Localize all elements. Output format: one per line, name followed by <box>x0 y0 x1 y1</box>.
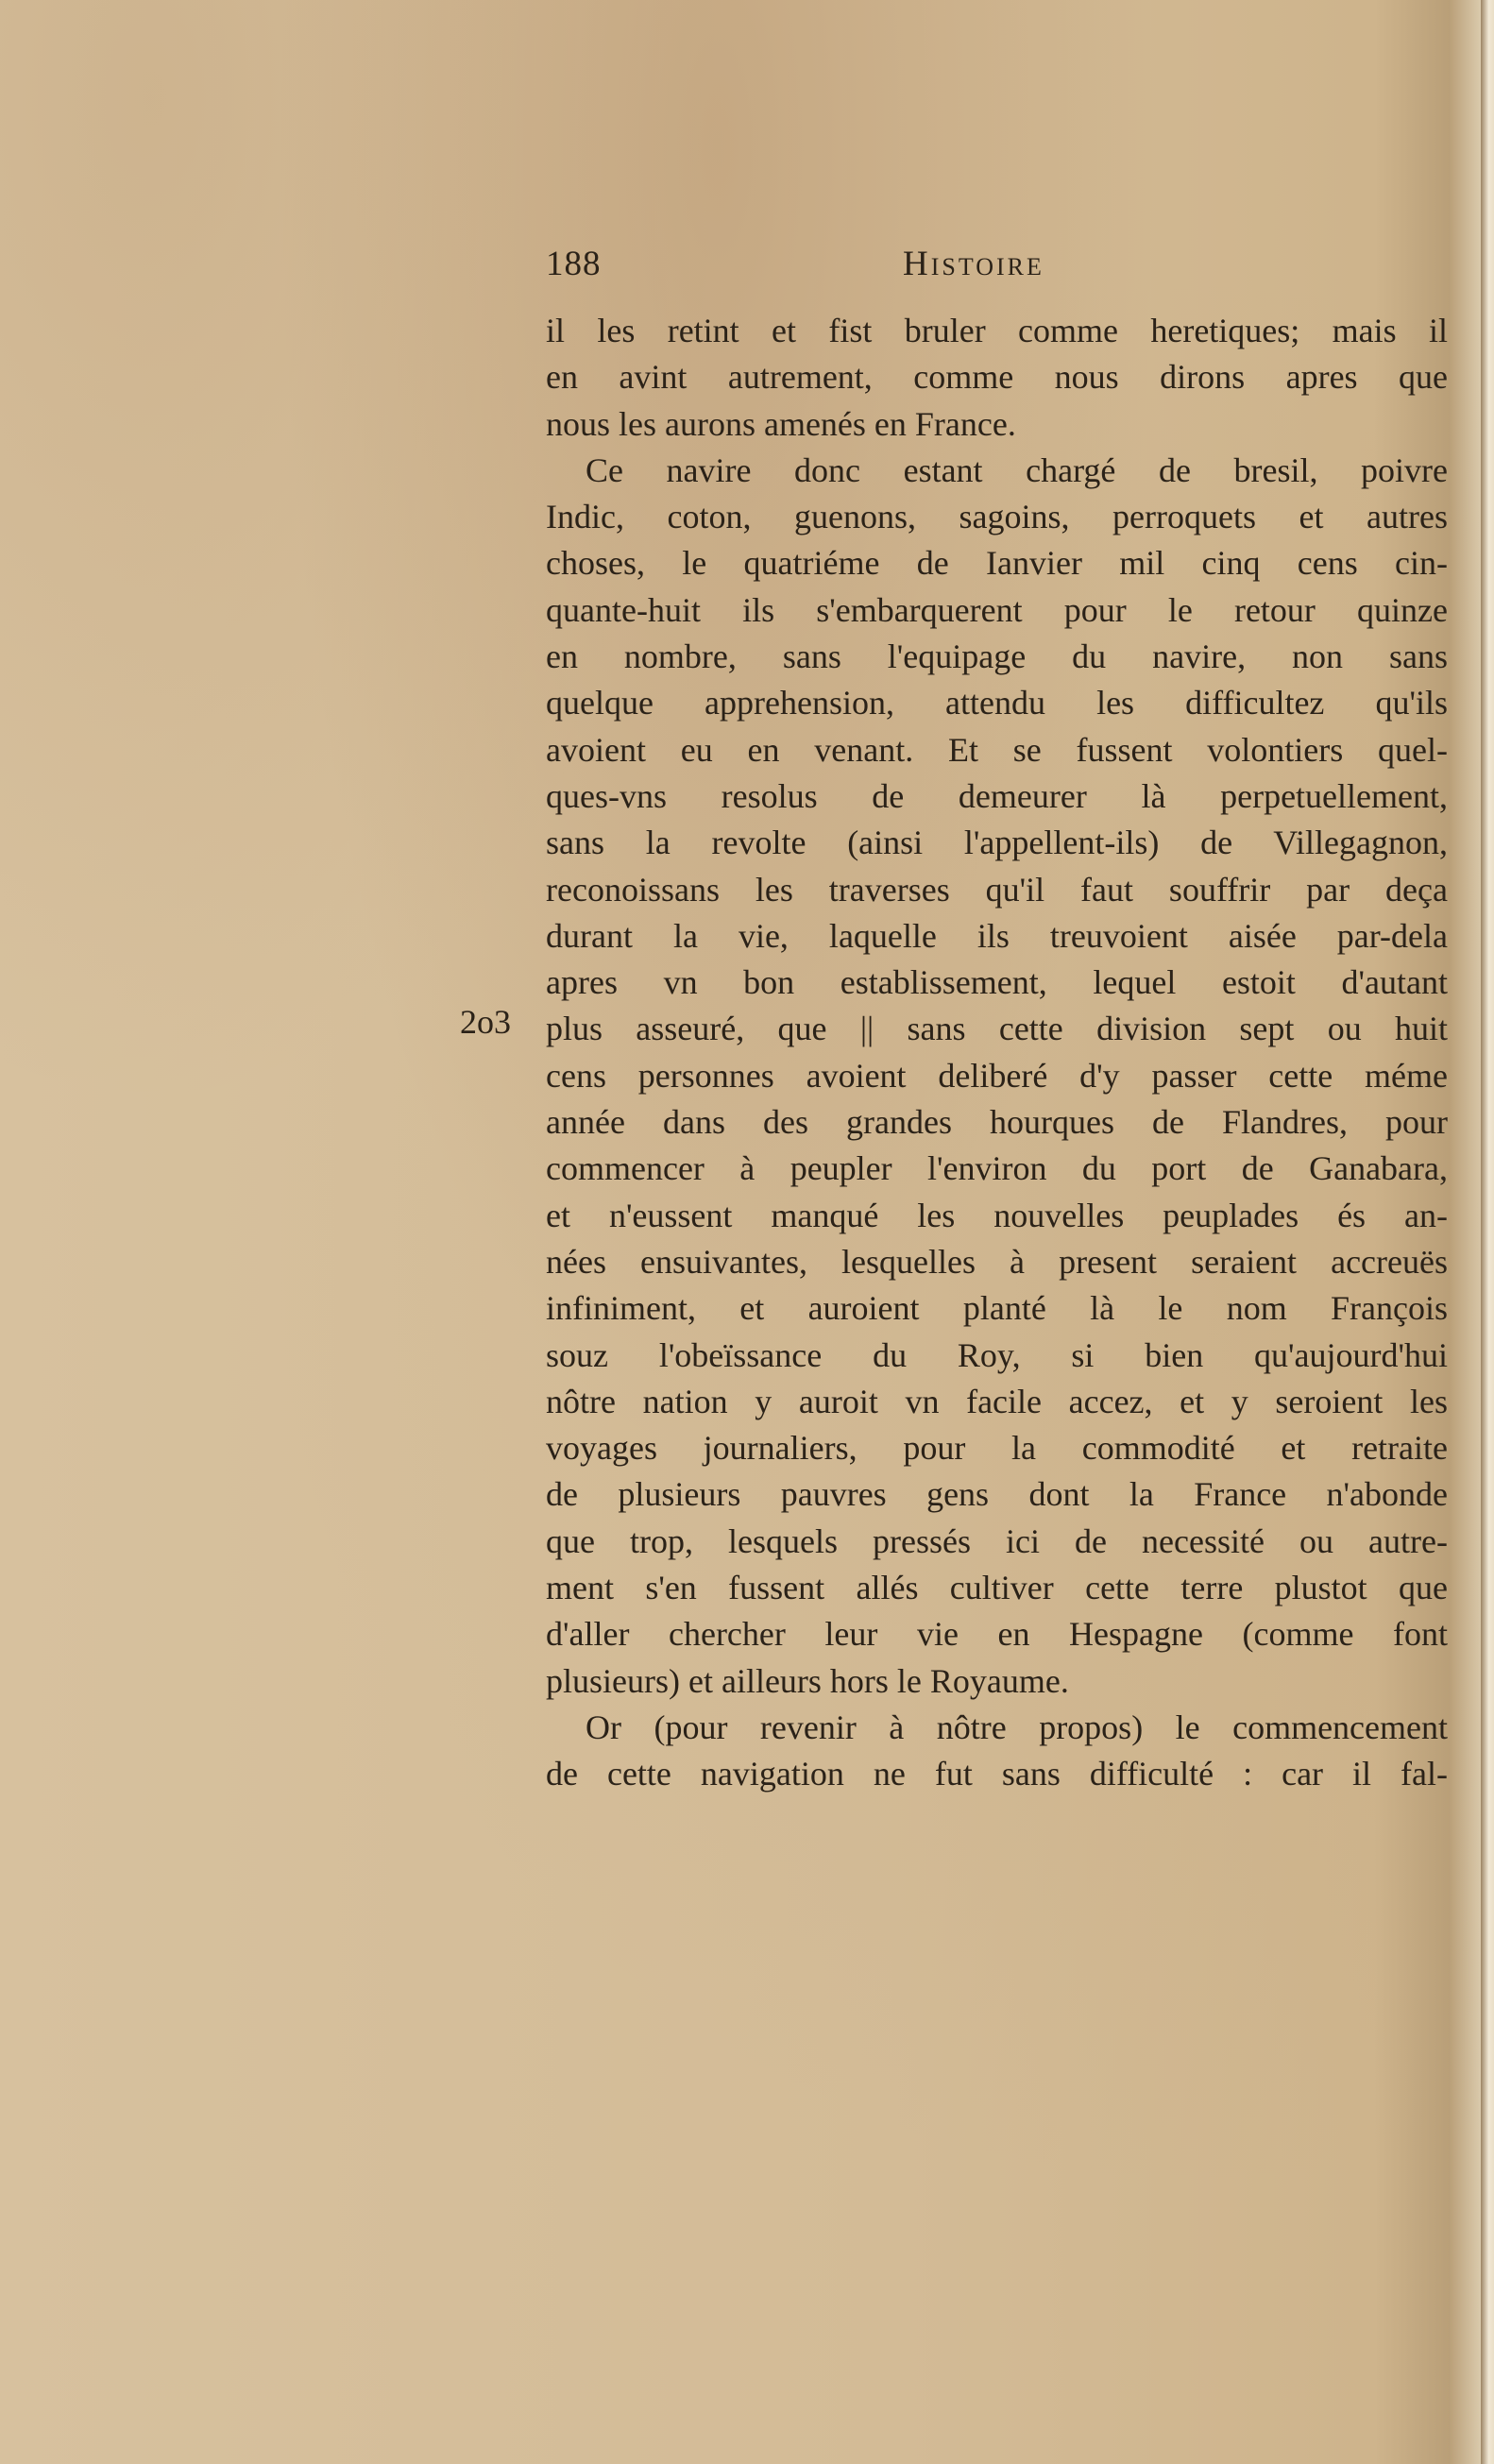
margin-page-reference: 2o3 <box>460 1003 511 1041</box>
text-line: il les retint et fist bruler comme heretiques; mais il <box>546 312 1448 349</box>
text-line: choses, le quatriéme de Ianvier mil cinq cens cin- <box>546 544 1448 583</box>
text-line: quante-huit ils s'embarquerent pour le retour quinze <box>546 590 1448 629</box>
text-line: Ce navire donc estant chargé de bresil, poivre <box>586 450 1448 489</box>
text-line: apres vn bon establissement, lequel estoit d'autant <box>546 963 1448 1002</box>
text-line: de plusieurs pauvres gens dont la France n'abonde <box>546 1475 1448 1514</box>
body-text <box>546 308 1448 1798</box>
text-line: cens personnes avoient deliberé d'y passer cette méme <box>546 1056 1448 1095</box>
text-line: plusieurs) et ailleurs hors le Royaume. <box>546 1661 1069 1700</box>
text-line: avoient eu en venant. Et se fussent volontiers quel- <box>546 730 1448 769</box>
page-number: 188 <box>546 245 602 283</box>
running-head <box>546 244 1452 300</box>
text-line: ment s'en fussent allés cultiver cette terre plustot que <box>546 1569 1448 1607</box>
text-line: nées ensuivantes, lesquelles à present seraient accreuës <box>546 1242 1448 1281</box>
text-line: et n'eussent manqué les nouvelles peuplades és an- <box>546 1196 1448 1234</box>
text-line: sans la revolte (ainsi l'appellent-ils) de Villegagnon, <box>546 824 1448 862</box>
text-line: Or (pour revenir à nôtre propos) le commencement <box>586 1708 1448 1746</box>
text-line: souz l'obeïssance du Roy, si bien qu'aujourd'hui <box>546 1335 1448 1374</box>
text-line: Indic, coton, guenons, sagoins, perroquets et autres <box>546 498 1448 536</box>
text-line: reconoissans les traverses qu'il faut souffrir par deça <box>546 870 1448 909</box>
text-line: année dans des grandes hourques de Flandres, pour <box>546 1103 1448 1142</box>
text-line: nôtre nation y auroit vn facile accez, et y seroient les <box>546 1382 1448 1420</box>
text-line: commencer à peupler l'environ du port de Ganabara, <box>546 1149 1448 1188</box>
running-title: Histoire <box>903 245 1044 283</box>
text-line: que trop, lesquels pressés ici de necessité ou autre- <box>546 1521 1448 1560</box>
page-edge <box>1481 0 1494 2464</box>
text-line: nous les aurons amenés en France. <box>546 404 1016 443</box>
text-line: voyages journaliers, pour la commodité et retraite <box>546 1429 1448 1468</box>
text-line: en avint autrement, comme nous dirons apres que <box>546 358 1448 397</box>
text-line: d'aller chercher leur vie en Hespagne (comme font <box>546 1615 1448 1654</box>
text-line: ques-vns resolus de demeurer là perpetuellement, <box>546 776 1448 815</box>
text-line: durant la vie, laquelle ils treuvoient aisée par-dela <box>546 916 1448 955</box>
text-line: plus asseuré, que || sans cette division sept ou huit <box>546 1010 1448 1048</box>
text-line: en nombre, sans l'equipage du navire, non sans <box>546 637 1448 676</box>
text-line: infiniment, et auroient planté là le nom François <box>546 1289 1448 1328</box>
text-line: quelque apprehension, attendu les difficultez qu'ils <box>546 684 1448 722</box>
text-line: de cette navigation ne fut sans difficulté : car il fal- <box>546 1755 1448 1793</box>
